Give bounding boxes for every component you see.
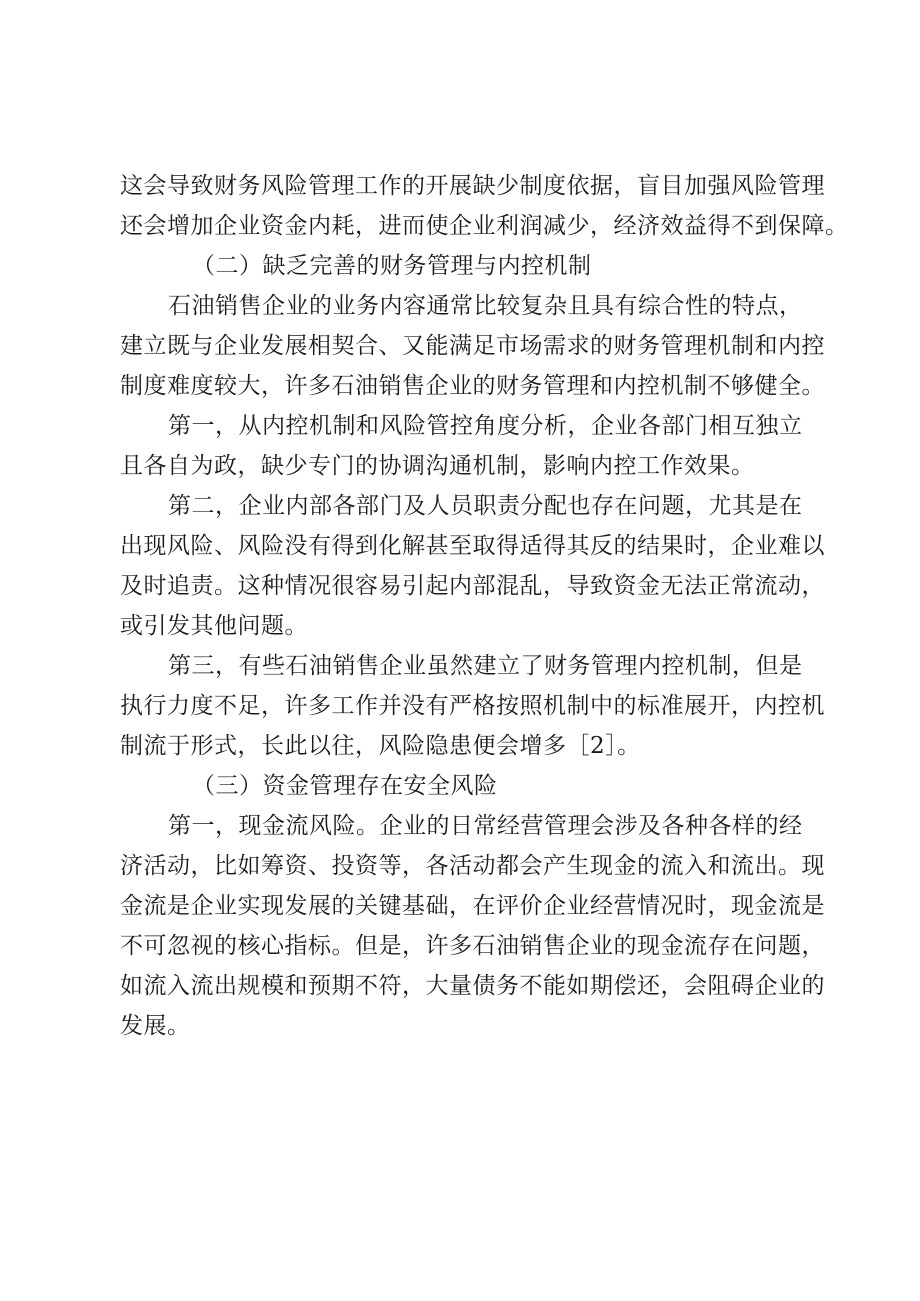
section-heading-2: （二）缺乏完善的财务管理与内控机制 — [192, 253, 592, 279]
paragraph-line: 或引发其他问题。 — [120, 613, 308, 639]
paragraph-line: 如流入流出规模和预期不符，大量债务不能如期偿还，会阻碍企业的 — [120, 973, 825, 999]
paragraph-line: 执行力度不足，许多工作并没有严格按照机制中的标准展开，内控机 — [120, 693, 825, 719]
paragraph-line: 第三，有些石油销售企业虽然建立了财务管理内控机制，但是 — [168, 653, 803, 679]
paragraph-point-2 — [120, 486, 825, 646]
paragraph-line: 济活动，比如筹资、投资等，各活动都会产生现金的流入和流出。现 — [120, 853, 825, 879]
paragraph-line: 建立既与企业发展相契合、又能满足市场需求的财务管理机制和内控 — [120, 333, 825, 359]
paragraph-line: 不可忽视的核心指标。但是，许多石油销售企业的现金流存在问题， — [120, 933, 825, 959]
paragraph-line: 第二，企业内部各部门及人员职责分配也存在问题，尤其是在 — [168, 493, 803, 519]
paragraph-line: 还会增加企业资金内耗，进而使企业利润减少，经济效益得不到保障。 — [120, 213, 849, 239]
section-heading-3: （三）资金管理存在安全风险 — [192, 773, 498, 799]
paragraph-line: 石油销售企业的业务内容通常比较复杂且具有综合性的特点， — [168, 293, 803, 319]
document-page — [120, 166, 849, 1046]
paragraph-cashflow — [120, 806, 825, 1046]
paragraph-line: 发展。 — [120, 1013, 191, 1039]
paragraph-point-1 — [120, 406, 820, 486]
paragraph-line: 第一，现金流风险。企业的日常经营管理会涉及各种各样的经 — [168, 813, 803, 839]
paragraph-line: 制流于形式，长此以往，风险隐患便会增多［2］。 — [120, 733, 641, 759]
paragraph-line: 及时追责。这种情况很容易引起内部混乱，导致资金无法正常流动， — [120, 573, 825, 599]
paragraph-line: 出现风险、风险没有得到化解甚至取得适得其反的结果时，企业难以 — [120, 533, 825, 559]
paragraph-line: 制度难度较大，许多石油销售企业的财务管理和内控机制不够健全。 — [120, 373, 825, 399]
paragraph-continuation — [120, 166, 849, 246]
paragraph-point-3 — [120, 646, 825, 766]
paragraph-line: 这会导致财务风险管理工作的开展缺少制度依据，盲目加强风险管理 — [120, 173, 825, 199]
paragraph-line: 金流是企业实现发展的关键基础，在评价企业经营情况时，现金流是 — [120, 893, 825, 919]
paragraph-line: 且各自为政，缺少专门的协调沟通机制，影响内控工作效果。 — [120, 453, 755, 479]
paragraph-intro — [120, 286, 825, 406]
paragraph-line: 第一，从内控机制和风险管控角度分析，企业各部门相互独立 — [168, 413, 803, 439]
